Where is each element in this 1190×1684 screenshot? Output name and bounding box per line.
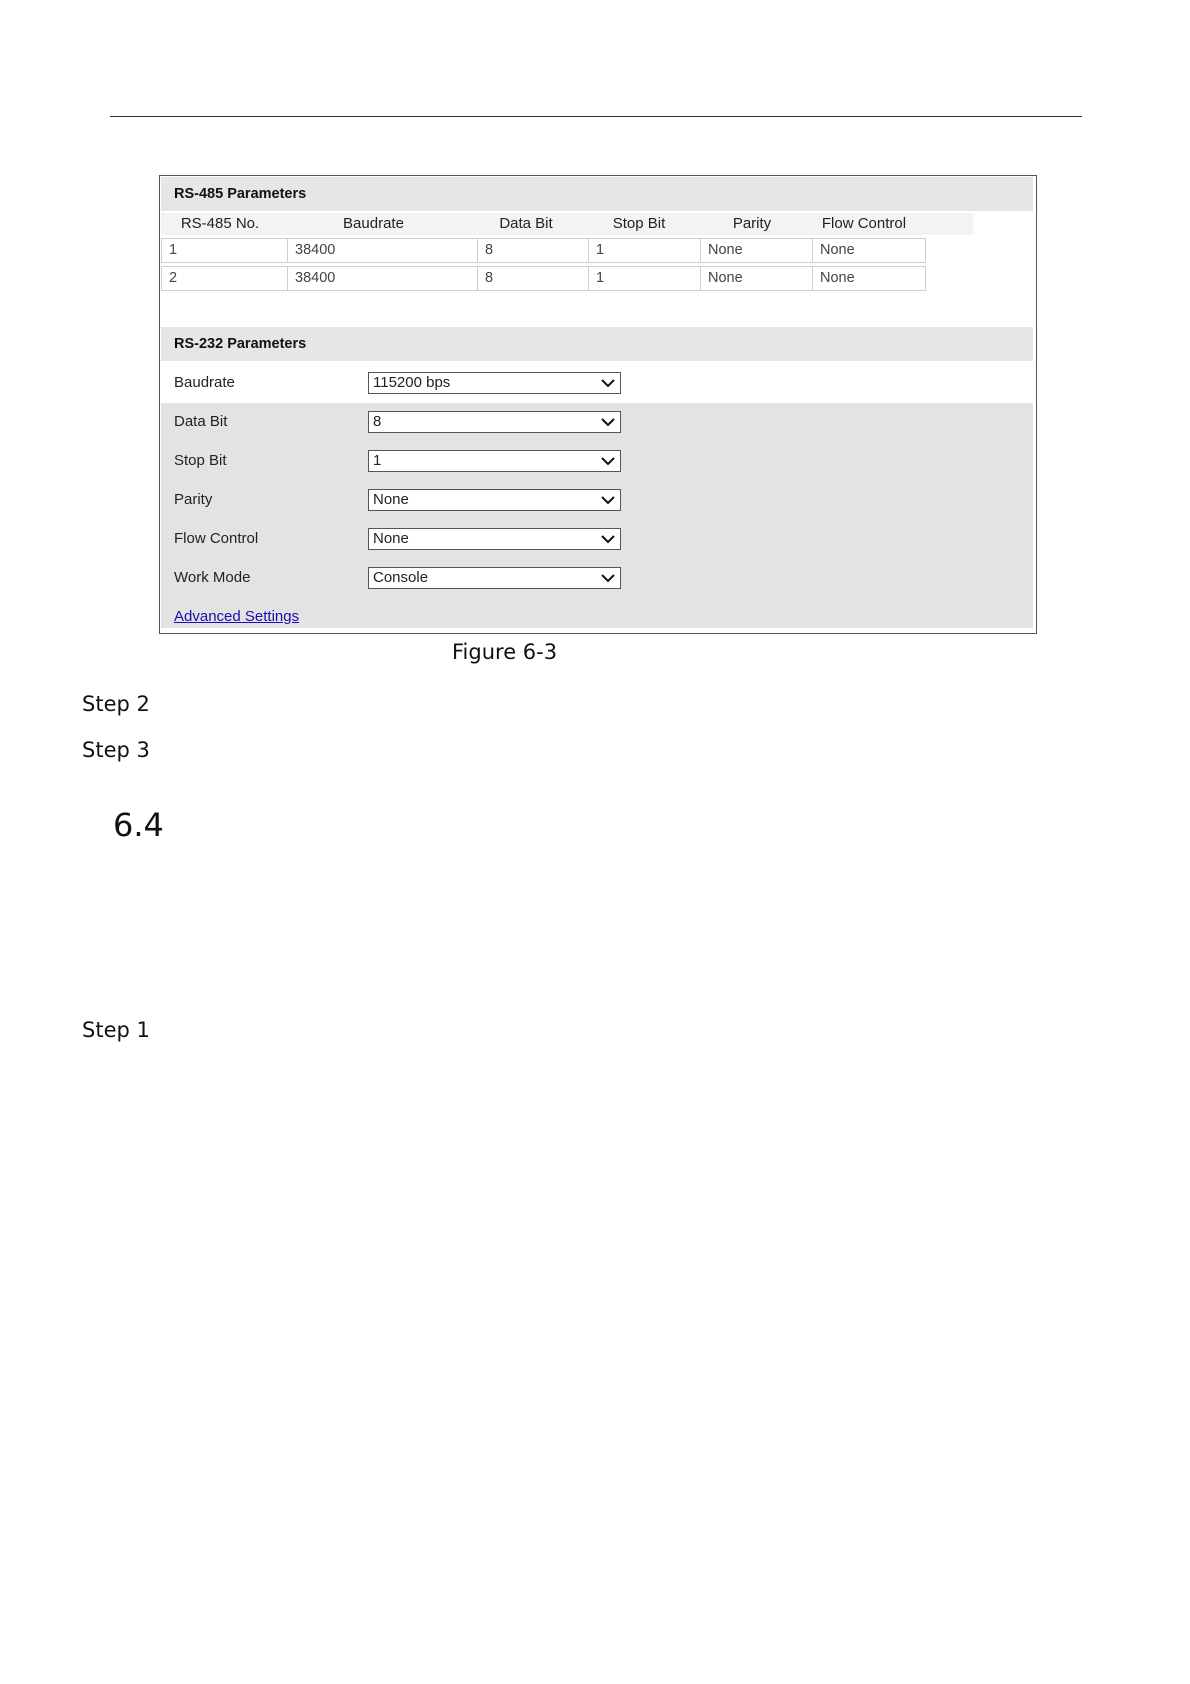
cell-stop-bit[interactable]: 1 xyxy=(588,266,701,291)
cell-parity[interactable]: None xyxy=(700,266,813,291)
chevron-down-icon xyxy=(601,416,615,428)
rs485-section-header: RS-485 Parameters xyxy=(161,177,1033,211)
flow-control-value: None xyxy=(373,530,409,547)
rs485-table-header xyxy=(161,213,973,235)
cell-flow-control[interactable]: None xyxy=(812,266,926,291)
figure-caption: Figure 6-3 xyxy=(452,640,558,664)
parity-value: None xyxy=(373,491,409,508)
flow-control-select[interactable] xyxy=(368,528,621,550)
label-stop-bit: Stop Bit xyxy=(174,452,227,469)
chevron-down-icon xyxy=(601,494,615,506)
label-data-bit: Data Bit xyxy=(174,413,228,430)
parity-select[interactable] xyxy=(368,489,621,511)
col-flow-control: Flow Control xyxy=(821,215,907,232)
section-number: 6.4 xyxy=(113,806,164,844)
baudrate-select[interactable] xyxy=(368,372,621,394)
col-data-bit: Data Bit xyxy=(499,215,553,232)
step-1-label: Step 1 xyxy=(82,1018,150,1042)
cell-data-bit[interactable]: 8 xyxy=(477,238,589,263)
cell-parity[interactable]: None xyxy=(700,238,813,263)
step-3-label: Step 3 xyxy=(82,738,150,762)
work-mode-select[interactable] xyxy=(368,567,621,589)
col-rs485-no: RS-485 No. xyxy=(180,215,260,232)
data-bit-select[interactable] xyxy=(368,411,621,433)
label-parity: Parity xyxy=(174,491,213,508)
advanced-settings-link[interactable]: Advanced Settings xyxy=(174,608,300,625)
data-bit-value: 8 xyxy=(373,413,382,430)
stop-bit-value: 1 xyxy=(373,452,382,469)
cell-baudrate[interactable]: 38400 xyxy=(287,238,478,263)
cell-rs485-no[interactable]: 2 xyxy=(161,266,288,291)
cell-data-bit[interactable]: 8 xyxy=(477,266,589,291)
label-work-mode: Work Mode xyxy=(174,569,251,586)
step-2-label: Step 2 xyxy=(82,692,150,716)
rs232-section-header: RS-232 Parameters xyxy=(161,327,1033,361)
chevron-down-icon xyxy=(601,377,615,389)
cell-flow-control[interactable]: None xyxy=(812,238,926,263)
label-flow-control: Flow Control xyxy=(174,530,259,547)
work-mode-value: Console xyxy=(373,569,429,586)
cell-stop-bit[interactable]: 1 xyxy=(588,238,701,263)
chevron-down-icon xyxy=(601,455,615,467)
col-parity: Parity xyxy=(732,215,772,232)
rs232-body xyxy=(161,403,1033,628)
serial-port-settings-screenshot xyxy=(159,175,1037,634)
baudrate-value: 115200 bps xyxy=(373,374,451,391)
col-stop-bit: Stop Bit xyxy=(612,215,666,232)
chevron-down-icon xyxy=(601,572,615,584)
cell-rs485-no[interactable]: 1 xyxy=(161,238,288,263)
chevron-down-icon xyxy=(601,533,615,545)
cell-baudrate[interactable]: 38400 xyxy=(287,266,478,291)
col-baudrate: Baudrate xyxy=(343,215,404,232)
label-baudrate: Baudrate xyxy=(174,374,235,391)
stop-bit-select[interactable] xyxy=(368,450,621,472)
page-top-rule xyxy=(110,116,1082,117)
